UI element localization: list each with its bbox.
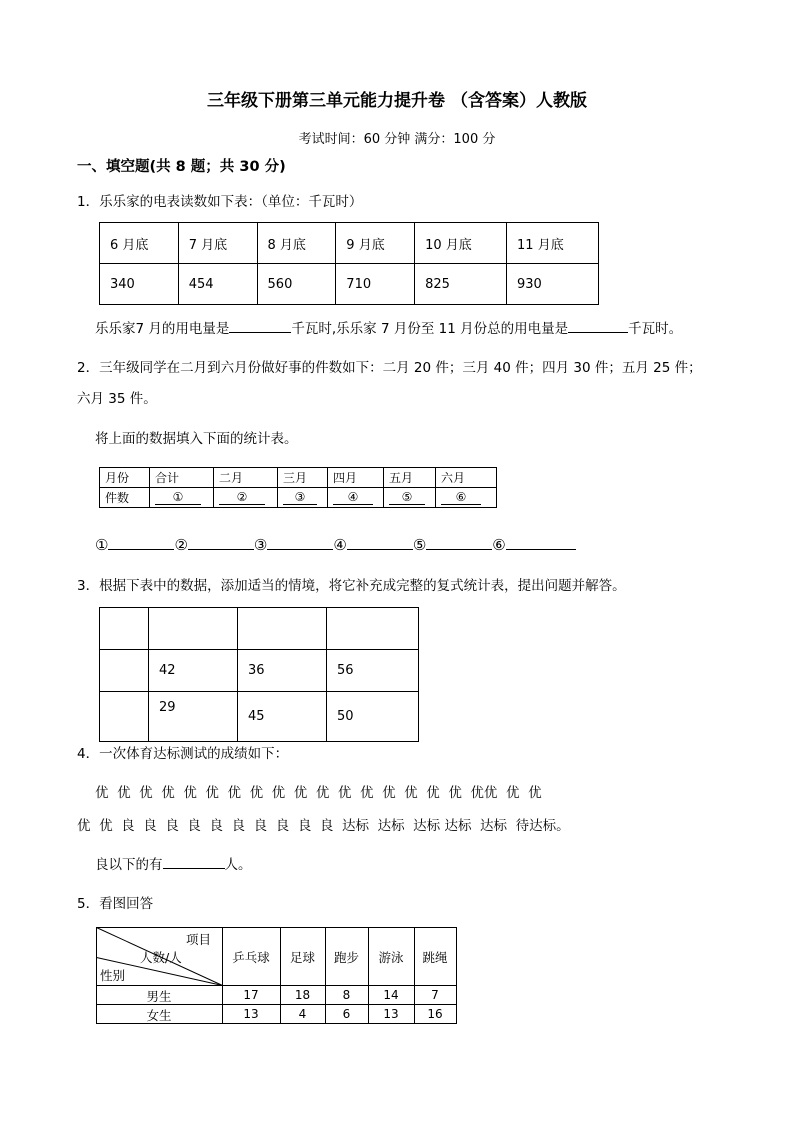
header-cell: 跑步: [333, 950, 359, 965]
answer-blank[interactable]: [347, 535, 413, 550]
table-cell: [214, 488, 278, 508]
table-cell: [384, 488, 436, 508]
table-cell: 7: [431, 988, 439, 1002]
question-2-table: [99, 467, 497, 508]
table-cell: 4: [298, 1007, 307, 1021]
table-cell: 16: [427, 1007, 443, 1021]
header-cell: 跳绳: [422, 950, 448, 965]
answer-blank[interactable]: [108, 535, 174, 550]
question-4-text: 4．一次体育达标测试的成绩如下：: [77, 746, 289, 762]
table-cell: 340: [100, 264, 179, 305]
table-row: [100, 488, 497, 508]
answer-blank[interactable]: [188, 535, 254, 550]
circle-number: ②: [174, 536, 188, 554]
table-cell: [100, 650, 149, 692]
question-2-instruction: 将上面的数据填入下面的统计表。: [95, 431, 298, 447]
table-cell: 18: [294, 988, 311, 1002]
table-cell: 560: [257, 264, 336, 305]
circle-number: ①: [95, 536, 109, 554]
fill-blank[interactable]: ①: [155, 491, 201, 505]
table-cell: 二月: [214, 468, 278, 488]
table-cell: 件数: [100, 488, 150, 508]
question-4-results-line2: 优 优 良 良 良 良 良 良 良 良 良 良 达标 达标 达标 达标 达标 待达标。: [77, 818, 570, 834]
table-cell: 五月: [384, 468, 436, 488]
table-cell: 13: [383, 1007, 399, 1021]
question-2-answer-blanks: [95, 535, 576, 554]
table-cell: [436, 488, 497, 508]
table-cell: [328, 488, 384, 508]
table-cell: 50: [327, 692, 419, 742]
header-cell: 乒乓球: [232, 950, 270, 965]
question-2-text-cont: 六月 35 件。: [77, 391, 157, 407]
table-cell: 29: [149, 692, 238, 742]
fill-blank[interactable]: ⑤: [389, 491, 425, 505]
table-cell: 56: [327, 650, 419, 692]
answer-blank[interactable]: [426, 535, 492, 550]
table-cell: 月份: [100, 468, 150, 488]
answer-text: 乐乐家7 月的用电量是: [95, 321, 230, 337]
table-cell: [278, 488, 328, 508]
table-cell: 9 月底: [336, 223, 415, 264]
answer-blank[interactable]: [267, 535, 333, 550]
answer-text: 千瓦时,乐乐家 7 月份至 11 月份总的用电量是: [291, 321, 569, 337]
table-cell: 454: [178, 264, 257, 305]
question-5-table: [96, 927, 457, 1024]
question-3-table: [99, 607, 419, 742]
fill-blank[interactable]: ②: [219, 491, 265, 505]
table-cell: [149, 608, 238, 650]
question-3-text: 3．根据下表中的数据，添加适当的情境，将它补充成完整的复式统计表，提出问题并解答。: [77, 578, 626, 594]
answer-text: 人。: [224, 857, 252, 873]
table-cell: 710: [336, 264, 415, 305]
page-title: 三年级下册第三单元能力提升卷 （含答案）人教版: [207, 91, 587, 111]
table-cell: 10 月底: [415, 223, 507, 264]
table-cell: [327, 608, 419, 650]
table-cell: 7 月底: [178, 223, 257, 264]
answer-blank[interactable]: [506, 535, 576, 550]
question-2-text: 2．三年级同学在二月到六月份做好事的件数如下：二月 20 件；三月 40 件；四月 30 件；五月 25 件；: [77, 360, 702, 376]
question-4-answer-line: [95, 853, 252, 873]
circle-number: ③: [253, 536, 268, 554]
fill-blank[interactable]: ④: [333, 491, 373, 505]
answer-text: 良以下的有: [95, 857, 163, 873]
corner-label-count: 人数/人: [140, 950, 182, 965]
table-cell: [100, 692, 149, 742]
question-5-text: 5．看图回答: [77, 896, 154, 912]
table-row: [100, 468, 497, 488]
table-cell: 930: [507, 264, 599, 305]
row-label: 男生: [146, 989, 172, 1004]
row-label: 女生: [146, 1008, 172, 1023]
fill-blank[interactable]: ⑥: [441, 491, 481, 505]
table-cell: 三月: [278, 468, 328, 488]
table-row: [100, 223, 599, 264]
table-cell: 14: [383, 988, 399, 1002]
table-row: [100, 608, 419, 650]
answer-blank[interactable]: [229, 318, 291, 333]
fill-blank[interactable]: ③: [283, 491, 317, 505]
circle-number: ⑥: [492, 536, 506, 554]
table-row: [100, 692, 419, 742]
answer-blank[interactable]: [163, 854, 225, 869]
table-cell: 6: [342, 1007, 351, 1021]
table-cell: 8 月底: [257, 223, 336, 264]
answer-text: 千瓦时。: [628, 321, 683, 337]
table-cell: 17: [243, 988, 259, 1002]
table-cell: 8: [342, 988, 351, 1002]
table-cell: [100, 608, 149, 650]
table-cell: [238, 608, 327, 650]
table-cell: 四月: [328, 468, 384, 488]
corner-label-gender: 性别: [100, 968, 126, 983]
table-cell: 36: [238, 650, 327, 692]
table-cell: [150, 488, 214, 508]
table-cell: 6 月底: [100, 223, 179, 264]
table-cell: 六月: [436, 468, 497, 488]
corner-label-item: 项目: [186, 932, 212, 947]
header-cell: 游泳: [378, 950, 404, 965]
table-cell: 42: [149, 650, 238, 692]
header-cell: 足球: [289, 950, 315, 965]
answer-blank[interactable]: [568, 318, 628, 333]
table-row: [100, 650, 419, 692]
question-4-results-line1: 优 优 优 优 优 优 优 优 优 优 优 优 优 优 优 优 优 优优 优 优: [95, 785, 542, 801]
circle-number: ⑤: [412, 536, 427, 554]
question-1-answer-line: [95, 317, 682, 337]
table-cell: 合计: [150, 468, 214, 488]
question-1-text: 1．乐乐家的电表读数如下表：（单位：千瓦时）: [77, 194, 363, 210]
table-cell: 825: [415, 264, 507, 305]
table-row: [100, 264, 599, 305]
exam-info: 考试时间：60 分钟 满分：100 分: [298, 132, 496, 147]
circle-number: ④: [333, 536, 347, 554]
section-heading: 一、填空题(共 8 题；共 30 分): [77, 159, 286, 175]
table-cell: 11 月底: [507, 223, 599, 264]
question-1-table: [99, 222, 599, 305]
table-cell: 45: [238, 692, 327, 742]
table-cell: 13: [243, 1007, 259, 1021]
